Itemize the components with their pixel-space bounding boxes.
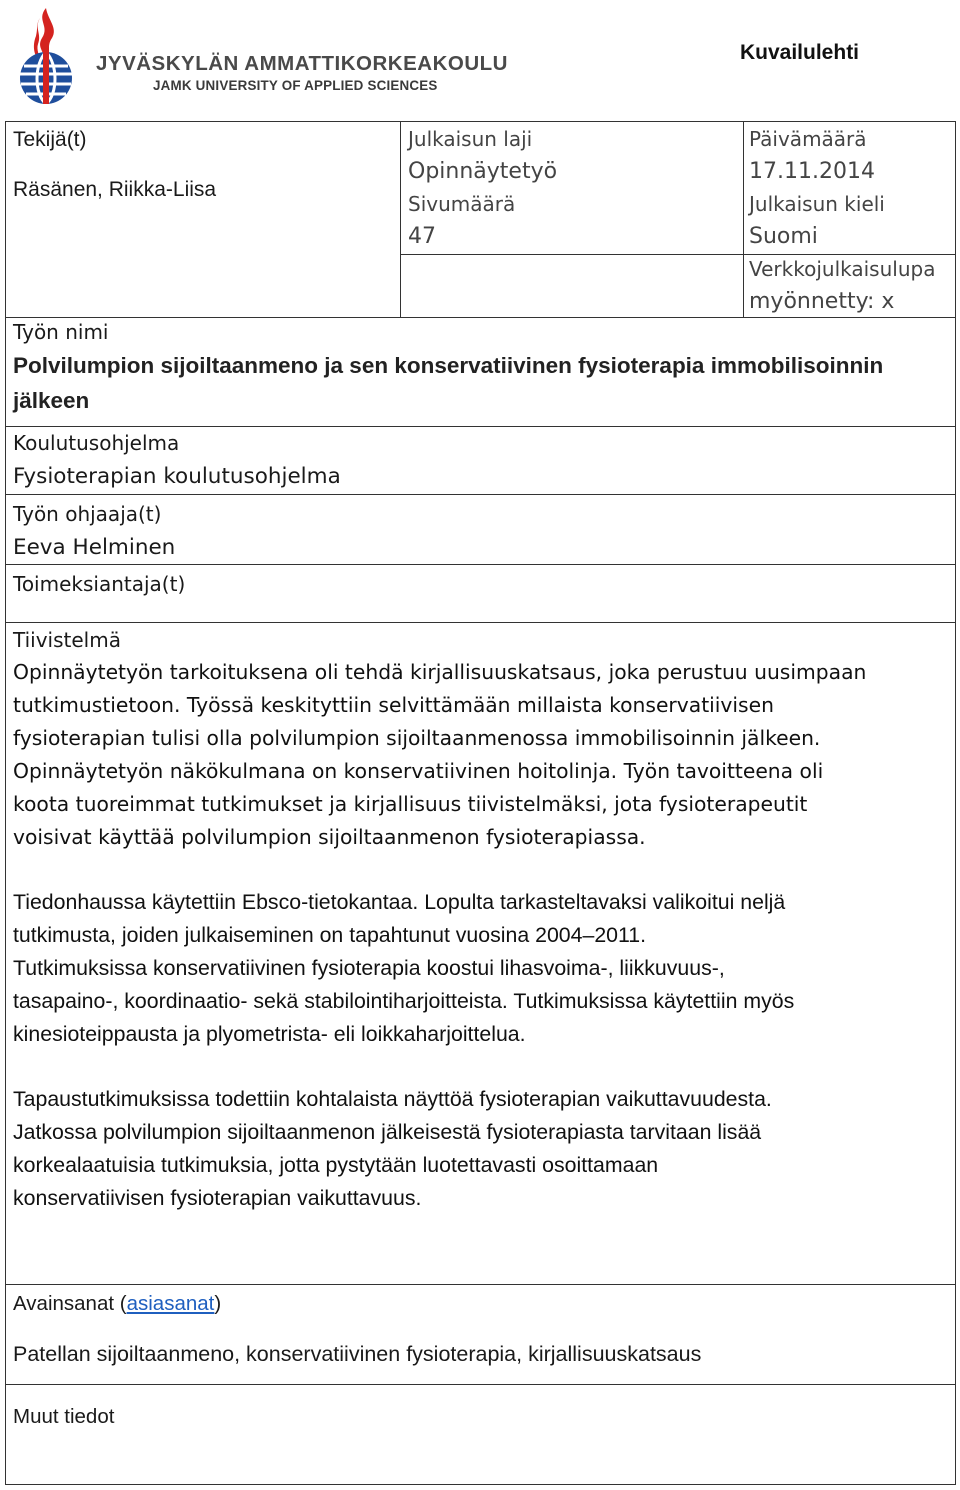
abstract-line: Tapaustutkimuksissa todettiin kohtalaista näyttöä fysioterapian vaikuttavuudesta. bbox=[13, 1087, 772, 1111]
supervisor-label: Työn ohjaaja(t) bbox=[13, 502, 162, 526]
thesis-title-line1: Polvilumpion sijoiltaanmeno ja sen konservatiivinen fysioterapia immobilisoinnin bbox=[13, 353, 884, 378]
row-divider-commissioner bbox=[6, 622, 955, 623]
pages-value: 47 bbox=[408, 224, 436, 249]
keywords-value: Patellan sijoiltaanmeno, konservatiivinen fysioterapia, kirjallisuuskatsaus bbox=[13, 1342, 702, 1366]
publication-type-label: Julkaisun laji bbox=[408, 127, 533, 151]
abstract-paragraph-3 bbox=[13, 1083, 953, 1215]
abstract-line: Tiedonhaussa käytettiin Ebsco-tietokantaa. Lopulta tarkasteltavaksi valikoitui neljä bbox=[13, 890, 786, 914]
logo-name: JYVÄSKYLÄN AMMATTIKORKEAKOULU bbox=[96, 52, 508, 75]
thesis-title-line2: jälkeen bbox=[13, 388, 90, 413]
abstract-line: tutkimustietoon. Työssä keskityttiin selvittämään millaista konservatiivisen bbox=[13, 693, 774, 717]
abstract-line: korkealaatuisia tutkimuksia, jotta pystytään luotettavasti osoittamaan bbox=[13, 1153, 659, 1177]
asiasanat-link[interactable]: asiasanat bbox=[126, 1292, 215, 1315]
language-label: Julkaisun kieli bbox=[749, 192, 885, 216]
supervisor-value: Eeva Helminen bbox=[13, 535, 176, 560]
logo-subtitle: JAMK UNIVERSITY OF APPLIED SCIENCES bbox=[153, 78, 438, 93]
document-type-label: Kuvailulehti bbox=[740, 41, 860, 64]
column-divider-1 bbox=[400, 122, 401, 318]
abstract-body bbox=[13, 656, 953, 1215]
abstract-line: konservatiivisen fysioterapian vaikuttavuus. bbox=[13, 1186, 422, 1210]
row-divider-supervisor bbox=[6, 564, 955, 565]
language-value: Suomi bbox=[749, 224, 818, 249]
jamk-logo-emblem bbox=[6, 6, 86, 106]
abstract-line: Opinnäytetyön tarkoituksena oli tehdä kirjallisuuskatsaus, joka perustuu uusimpaan bbox=[13, 660, 867, 684]
description-form bbox=[5, 121, 956, 1485]
abstract-line: fysioterapian tulisi olla polvilumpion sijoiltaanmenossa immobilisoinnin jälkeen. bbox=[13, 726, 821, 750]
keywords-label-prefix: Avainsanat ( bbox=[13, 1292, 127, 1315]
online-permission-label: Verkkojulkaisulupa bbox=[749, 257, 936, 281]
abstract-line: Jatkossa polvilumpion sijoiltaanmenon jälkeisestä fysioterapiasta tarvitaan lisää bbox=[13, 1120, 762, 1144]
abstract-line: Opinnäytetyön näkökulmana on konservatiivinen hoitolinja. Työn tavoitteena oli bbox=[13, 759, 824, 783]
row-divider-program bbox=[6, 494, 955, 495]
abstract-line: tutkimusta, joiden julkaiseminen on tapahtunut vuosina 2004–2011. bbox=[13, 923, 647, 947]
abstract-line: tasapaino-, koordinaatio- sekä stabilointiharjoitteista. Tutkimuksissa käytettiin myös bbox=[13, 989, 795, 1013]
row-divider-title bbox=[6, 426, 955, 427]
program-label: Koulutusohjelma bbox=[13, 431, 180, 455]
publication-type-value: Opinnäytetyö bbox=[408, 159, 558, 184]
keywords-label bbox=[13, 1294, 221, 1315]
commissioner-label: Toimeksiantaja(t) bbox=[13, 572, 186, 596]
row-divider-abstract bbox=[6, 1284, 955, 1285]
abstract-paragraph-1 bbox=[13, 656, 953, 854]
abstract-line: kinesioteippausta ja plyometrista- eli loikkaharjoittelua. bbox=[13, 1022, 526, 1046]
abstract-paragraph-2 bbox=[13, 886, 953, 1051]
title-label: Työn nimi bbox=[13, 320, 109, 344]
author-value: Räsänen, Riikka-Liisa bbox=[13, 178, 217, 201]
author-label: Tekijä(t) bbox=[13, 128, 87, 151]
program-value: Fysioterapian koulutusohjelma bbox=[13, 464, 341, 489]
row-divider-meta bbox=[6, 317, 955, 318]
abstract-label: Tiivistelmä bbox=[13, 628, 121, 652]
abstract-line: voisivat käyttää polvilumpion sijoiltaanmenon fysioterapiassa. bbox=[13, 825, 646, 849]
online-permission-value: myönnetty: x bbox=[749, 289, 895, 314]
date-label: Päivämäärä bbox=[749, 127, 867, 151]
date-value: 17.11.2014 bbox=[749, 159, 875, 184]
column-divider-2 bbox=[743, 122, 744, 318]
row-divider-pubinfo bbox=[400, 254, 955, 255]
row-divider-keywords bbox=[6, 1384, 955, 1385]
other-info-label: Muut tiedot bbox=[13, 1405, 115, 1428]
pages-label: Sivumäärä bbox=[408, 192, 516, 216]
abstract-line: Tutkimuksissa konservatiivinen fysioterapia koostui lihasvoima-, liikkuvuus-, bbox=[13, 956, 725, 980]
keywords-label-suffix: ) bbox=[214, 1292, 222, 1315]
abstract-line: koota tuoreimmat tutkimukset ja kirjallisuus tiivistelmäksi, jota fysioterapeutit bbox=[13, 792, 808, 816]
